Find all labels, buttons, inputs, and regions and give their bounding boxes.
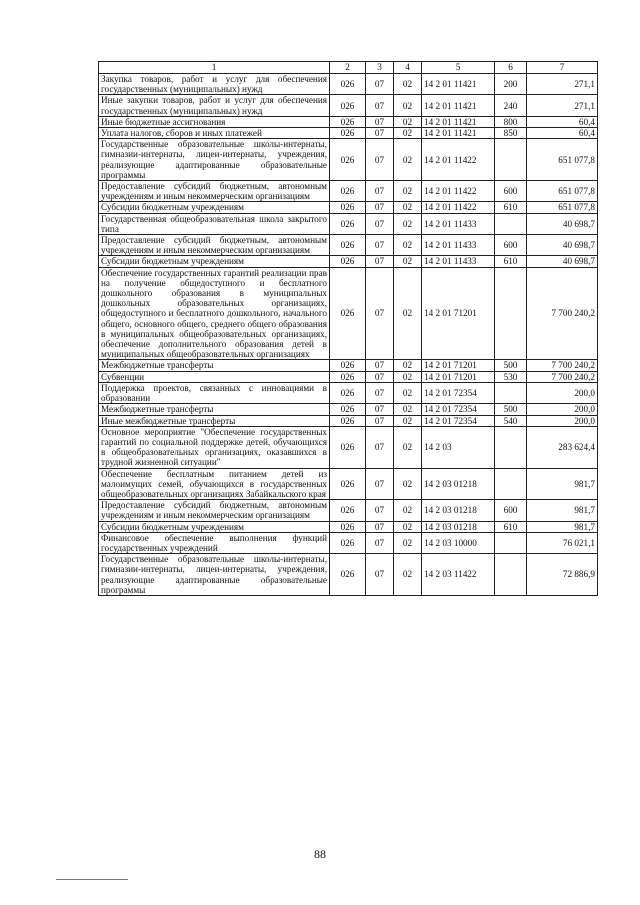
column-header: 6 — [495, 62, 527, 74]
row-section-cell: 07 — [366, 128, 394, 139]
table-row — [99, 415, 598, 426]
row-name-cell: Иные бюджетные ассигнования — [99, 116, 330, 127]
budget-table — [98, 61, 598, 596]
row-section-cell: 07 — [366, 74, 394, 95]
row-name-cell: Иные закупки товаров, работ и услуг для обеспечения государственных (муниципальных) нужд — [99, 95, 330, 116]
row-section-cell: 07 — [366, 202, 394, 213]
row-section-cell: 07 — [366, 532, 394, 553]
row-glava-cell: 026 — [330, 235, 366, 256]
row-glava-cell: 026 — [330, 521, 366, 532]
row-glava-cell: 026 — [330, 554, 366, 596]
row-amount-cell: 7 700 240,2 — [527, 371, 598, 382]
row-target-article-cell: 14 2 01 11433 — [422, 235, 495, 256]
row-glava-cell: 026 — [330, 139, 366, 181]
table-row — [99, 404, 598, 415]
row-subsection-cell: 02 — [394, 371, 422, 382]
row-subsection-cell: 02 — [394, 426, 422, 468]
row-name-cell: Субсидии бюджетным учреждениям — [99, 256, 330, 267]
row-subsection-cell: 02 — [394, 95, 422, 116]
row-target-article-cell: 14 2 01 72354 — [422, 382, 495, 403]
table-row — [99, 202, 598, 213]
row-amount-cell: 40 698,7 — [527, 235, 598, 256]
row-amount-cell: 60,4 — [527, 128, 598, 139]
row-amount-cell: 40 698,7 — [527, 256, 598, 267]
row-subsection-cell: 02 — [394, 235, 422, 256]
row-target-article-cell: 14 2 01 72354 — [422, 415, 495, 426]
row-glava-cell: 026 — [330, 128, 366, 139]
table-row — [99, 256, 598, 267]
row-expense-type-cell — [495, 213, 527, 234]
row-expense-type-cell — [495, 139, 527, 181]
row-name-cell: Государственная общеобразовательная школа закрытого типа — [99, 213, 330, 234]
row-name-cell: Государственные образовательные школы-интернаты, гимназии-интернаты, лицеи-интернаты, учреждения, реализующие адаптированные образовательные программы — [99, 554, 330, 596]
row-expense-type-cell: 600 — [495, 235, 527, 256]
row-subsection-cell: 02 — [394, 532, 422, 553]
row-section-cell: 07 — [366, 267, 394, 360]
row-expense-type-cell: 500 — [495, 404, 527, 415]
footer-rule — [56, 879, 128, 880]
row-expense-type-cell — [495, 468, 527, 500]
row-expense-type-cell: 610 — [495, 256, 527, 267]
row-amount-cell: 981,7 — [527, 500, 598, 521]
row-name-cell: Субвенции — [99, 371, 330, 382]
row-subsection-cell: 02 — [394, 74, 422, 95]
row-amount-cell: 7 700 240,2 — [527, 267, 598, 360]
row-glava-cell: 026 — [330, 426, 366, 468]
row-section-cell: 07 — [366, 521, 394, 532]
row-expense-type-cell: 600 — [495, 500, 527, 521]
row-target-article-cell: 14 2 01 11422 — [422, 139, 495, 181]
row-target-article-cell: 14 2 03 10000 — [422, 532, 495, 553]
table-row — [99, 554, 598, 596]
row-target-article-cell: 14 2 03 11422 — [422, 554, 495, 596]
row-amount-cell: 7 700 240,2 — [527, 360, 598, 371]
column-header: 3 — [366, 62, 394, 74]
row-target-article-cell: 14 2 01 11422 — [422, 202, 495, 213]
table-body — [99, 74, 598, 596]
row-expense-type-cell — [495, 267, 527, 360]
table-header-row — [99, 62, 598, 74]
row-glava-cell: 026 — [330, 202, 366, 213]
row-expense-type-cell — [495, 554, 527, 596]
row-section-cell: 07 — [366, 213, 394, 234]
row-expense-type-cell: 240 — [495, 95, 527, 116]
row-section-cell: 07 — [366, 256, 394, 267]
row-subsection-cell: 02 — [394, 521, 422, 532]
row-name-cell: Уплата налогов, сборов и иных платежей — [99, 128, 330, 139]
row-name-cell: Государственные образовательные школы-интернаты, гимназии-интернаты, лицеи-интернаты, учреждения, реализующие адаптированные образовательные программы — [99, 139, 330, 181]
row-subsection-cell: 02 — [394, 500, 422, 521]
column-header: 4 — [394, 62, 422, 74]
row-glava-cell: 026 — [330, 267, 366, 360]
row-expense-type-cell — [495, 382, 527, 403]
table-row — [99, 74, 598, 95]
row-subsection-cell: 02 — [394, 404, 422, 415]
row-glava-cell: 026 — [330, 256, 366, 267]
row-target-article-cell: 14 2 01 71201 — [422, 360, 495, 371]
row-glava-cell: 026 — [330, 468, 366, 500]
row-subsection-cell: 02 — [394, 139, 422, 181]
row-target-article-cell: 14 2 01 11421 — [422, 95, 495, 116]
table-row — [99, 181, 598, 202]
row-glava-cell: 026 — [330, 360, 366, 371]
column-header: 2 — [330, 62, 366, 74]
table-row — [99, 267, 598, 360]
row-name-cell: Основное мероприятие "Обеспечение государственных гарантий по социальной поддержке детей, обучающихся в общеобразовательных организациях, оказавшихся в трудной жизненной ситуации" — [99, 426, 330, 468]
row-expense-type-cell: 610 — [495, 202, 527, 213]
table-row — [99, 213, 598, 234]
row-section-cell: 07 — [366, 404, 394, 415]
row-glava-cell: 026 — [330, 371, 366, 382]
row-name-cell: Межбюджетные трансферты — [99, 404, 330, 415]
row-target-article-cell: 14 2 03 01218 — [422, 500, 495, 521]
row-name-cell: Предоставление субсидий бюджетным, автономным учреждениям и иным некоммерческим организациям — [99, 500, 330, 521]
row-target-article-cell: 14 2 01 72354 — [422, 404, 495, 415]
row-name-cell: Иные межбюджетные трансферты — [99, 415, 330, 426]
table-row — [99, 468, 598, 500]
row-target-article-cell: 14 2 03 01218 — [422, 468, 495, 500]
row-glava-cell: 026 — [330, 500, 366, 521]
row-target-article-cell: 14 2 01 11433 — [422, 256, 495, 267]
table-row — [99, 521, 598, 532]
table-row — [99, 235, 598, 256]
row-subsection-cell: 02 — [394, 468, 422, 500]
row-amount-cell: 60,4 — [527, 116, 598, 127]
row-target-article-cell: 14 2 01 71201 — [422, 267, 495, 360]
row-name-cell: Поддержка проектов, связанных с инновациями в образовании — [99, 382, 330, 403]
table-row — [99, 500, 598, 521]
row-expense-type-cell: 500 — [495, 360, 527, 371]
row-amount-cell: 651 077,8 — [527, 181, 598, 202]
row-subsection-cell: 02 — [394, 256, 422, 267]
table-row — [99, 360, 598, 371]
row-subsection-cell: 02 — [394, 213, 422, 234]
row-name-cell: Обеспечение государственных гарантий реализации прав на получение общедоступного и бесплатного дошкольного образования в муниципальных дошкольных образовательных организациях, общедоступного и бесплатного дошкольного, начального общего, основного общего, среднего общего образования в муниципальных общеобразовательных организациях, обеспечение дополнительного образования детей в муниципальных общеобразовательных организациях — [99, 267, 330, 360]
table-row — [99, 382, 598, 403]
row-name-cell: Субсидии бюджетным учреждениям — [99, 202, 330, 213]
row-target-article-cell: 14 2 01 11421 — [422, 128, 495, 139]
row-subsection-cell: 02 — [394, 554, 422, 596]
table-row — [99, 139, 598, 181]
row-amount-cell: 200,0 — [527, 415, 598, 426]
row-section-cell: 07 — [366, 426, 394, 468]
row-target-article-cell: 14 2 01 11421 — [422, 116, 495, 127]
row-glava-cell: 026 — [330, 95, 366, 116]
row-amount-cell: 40 698,7 — [527, 213, 598, 234]
row-glava-cell: 026 — [330, 213, 366, 234]
row-subsection-cell: 02 — [394, 360, 422, 371]
row-section-cell: 07 — [366, 95, 394, 116]
column-header: 5 — [422, 62, 495, 74]
row-expense-type-cell: 200 — [495, 74, 527, 95]
row-glava-cell: 026 — [330, 116, 366, 127]
table-row — [99, 426, 598, 468]
row-section-cell: 07 — [366, 382, 394, 403]
row-subsection-cell: 02 — [394, 181, 422, 202]
row-target-article-cell: 14 2 03 01218 — [422, 521, 495, 532]
row-target-article-cell: 14 2 01 11421 — [422, 74, 495, 95]
row-expense-type-cell — [495, 532, 527, 553]
table-row — [99, 116, 598, 127]
row-amount-cell: 651 077,8 — [527, 202, 598, 213]
row-expense-type-cell: 610 — [495, 521, 527, 532]
row-expense-type-cell: 850 — [495, 128, 527, 139]
table-row — [99, 95, 598, 116]
row-section-cell: 07 — [366, 554, 394, 596]
row-name-cell: Закупка товаров, работ и услуг для обеспечения государственных (муниципальных) нужд — [99, 74, 330, 95]
row-expense-type-cell: 600 — [495, 181, 527, 202]
row-section-cell: 07 — [366, 181, 394, 202]
row-amount-cell: 200,0 — [527, 382, 598, 403]
row-glava-cell: 026 — [330, 415, 366, 426]
page-number: 88 — [314, 847, 326, 861]
column-header: 7 — [527, 62, 598, 74]
row-target-article-cell: 14 2 01 11422 — [422, 181, 495, 202]
row-expense-type-cell — [495, 426, 527, 468]
row-name-cell: Предоставление субсидий бюджетным, автономным учреждениям и иным некоммерческим организациям — [99, 181, 330, 202]
row-target-article-cell: 14 2 01 71201 — [422, 371, 495, 382]
row-subsection-cell: 02 — [394, 202, 422, 213]
row-glava-cell: 026 — [330, 181, 366, 202]
row-glava-cell: 026 — [330, 532, 366, 553]
row-section-cell: 07 — [366, 500, 394, 521]
row-subsection-cell: 02 — [394, 116, 422, 127]
row-name-cell: Предоставление субсидий бюджетным, автономным учреждениям и иным некоммерческим организациям — [99, 235, 330, 256]
row-name-cell: Межбюджетные трансферты — [99, 360, 330, 371]
row-name-cell: Обеспечение бесплатным питанием детей из малоимущих семей, обучающихся в государственных общеобразовательных организациях Забайкальского края — [99, 468, 330, 500]
row-subsection-cell: 02 — [394, 128, 422, 139]
row-expense-type-cell: 800 — [495, 116, 527, 127]
row-amount-cell: 200,0 — [527, 404, 598, 415]
row-subsection-cell: 02 — [394, 415, 422, 426]
row-amount-cell: 76 021,1 — [527, 532, 598, 553]
row-section-cell: 07 — [366, 468, 394, 500]
row-amount-cell: 271,1 — [527, 95, 598, 116]
row-amount-cell: 271,1 — [527, 74, 598, 95]
row-section-cell: 07 — [366, 116, 394, 127]
row-amount-cell: 283 624,4 — [527, 426, 598, 468]
row-amount-cell: 651 077,8 — [527, 139, 598, 181]
row-subsection-cell: 02 — [394, 382, 422, 403]
table-row — [99, 128, 598, 139]
row-glava-cell: 026 — [330, 382, 366, 403]
row-amount-cell: 72 886,9 — [527, 554, 598, 596]
row-amount-cell: 981,7 — [527, 468, 598, 500]
row-section-cell: 07 — [366, 360, 394, 371]
table-row — [99, 371, 598, 382]
row-name-cell: Финансовое обеспечение выполнения функций государственных учреждений — [99, 532, 330, 553]
row-section-cell: 07 — [366, 139, 394, 181]
row-section-cell: 07 — [366, 235, 394, 256]
row-section-cell: 07 — [366, 415, 394, 426]
row-glava-cell: 026 — [330, 74, 366, 95]
row-target-article-cell: 14 2 01 11433 — [422, 213, 495, 234]
row-expense-type-cell: 530 — [495, 371, 527, 382]
column-header: 1 — [99, 62, 330, 74]
row-expense-type-cell: 540 — [495, 415, 527, 426]
row-target-article-cell: 14 2 03 — [422, 426, 495, 468]
row-glava-cell: 026 — [330, 404, 366, 415]
row-amount-cell: 981,7 — [527, 521, 598, 532]
row-section-cell: 07 — [366, 371, 394, 382]
table-row — [99, 532, 598, 553]
row-name-cell: Субсидии бюджетным учреждениям — [99, 521, 330, 532]
row-subsection-cell: 02 — [394, 267, 422, 360]
